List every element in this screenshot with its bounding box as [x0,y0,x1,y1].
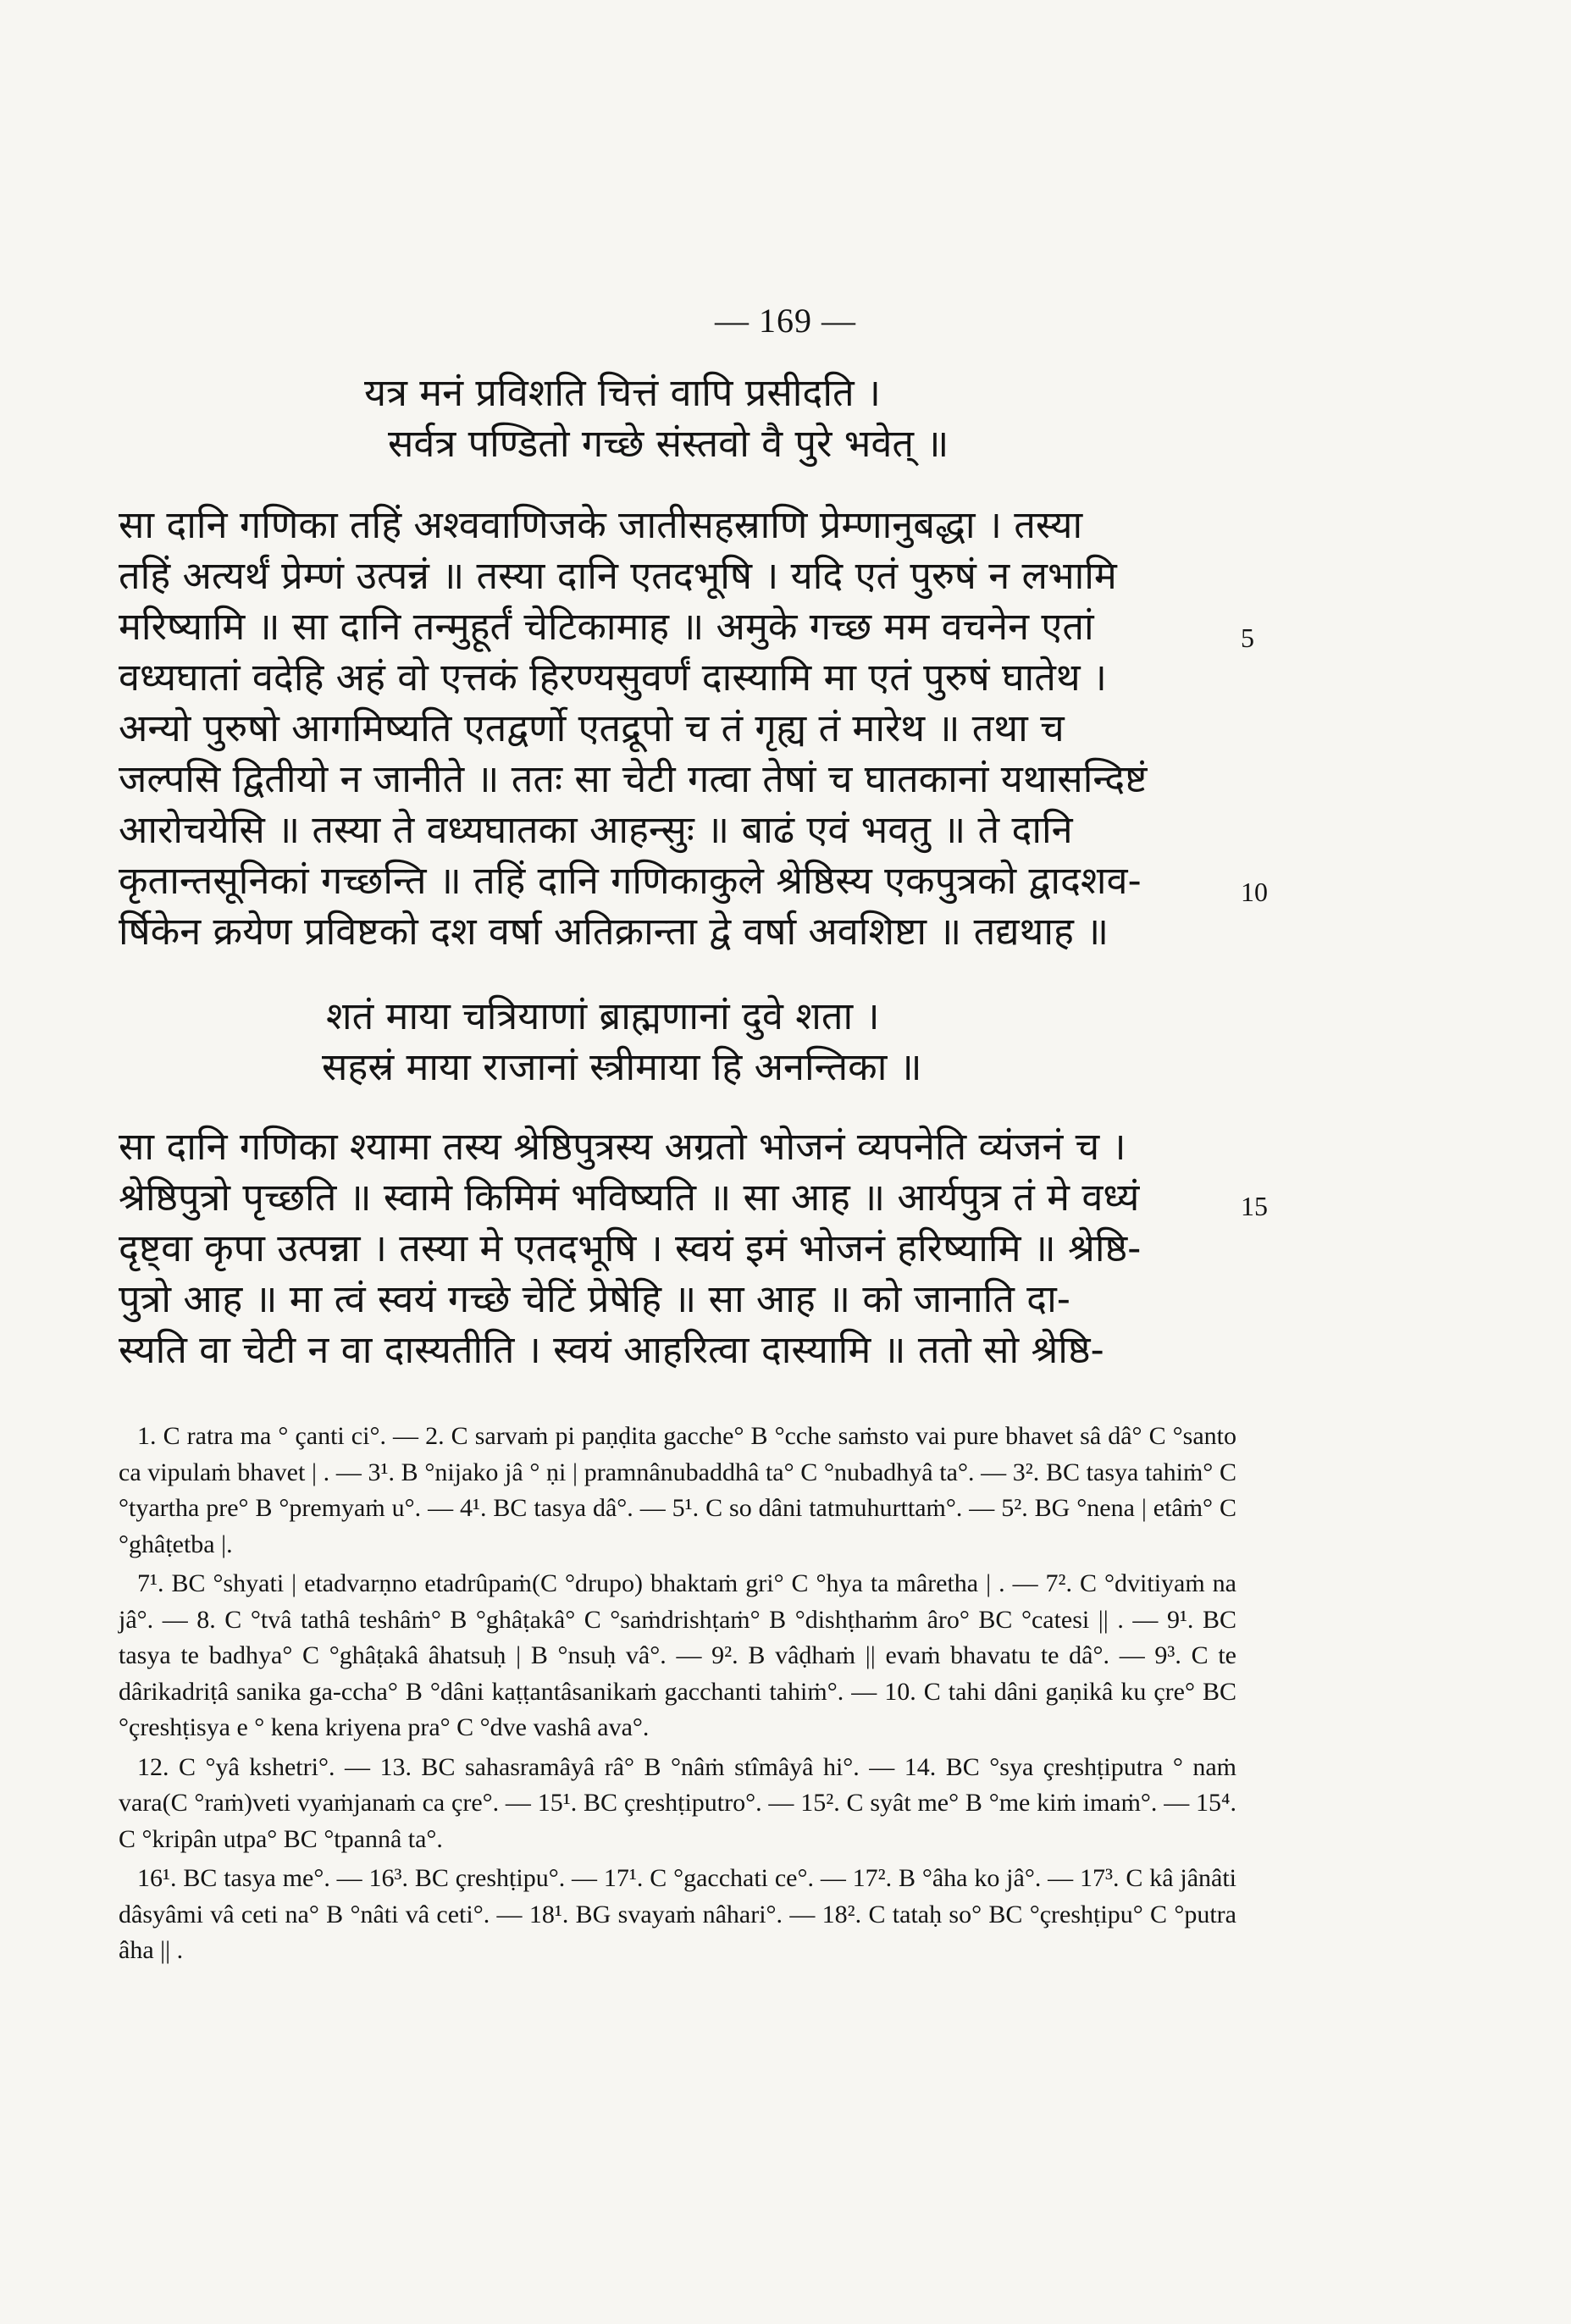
prose-1-line-3 [119,600,1228,651]
footnote-paragraph: 1. C ratra ma ° çanti ci°. — 2. C sarvaṁ pi paṇḍita gacche° B °cche saṁsto vai pure bhavet sâ dâ° C °santo ca vipulaṁ bhavet | . — 3¹. B °nijako jâ ° ṇi | pramnânubaddhâ ta° C °nubadhyâ ta°. — 3². BC tasya tahiṁ° C °tyartha pre° B °premyaṁ u°. — 4¹. BC tasya dâ°. — 5¹. C so dâni tatmuhurttaṁ°. — 5². BG °nena | etâṁ° C °ghâṭetba |. [119,1422,1236,1558]
footnote-paragraph: 7¹. BC °shyati | etadvarṇno etadrûpaṁ(C °drupo) bhaktaṁ gri° C °hya ta mâretha | . — 7². C °dvitiyaṁ na jâ°. — 8. C °tvâ tathâ teshâṁ° B °ghâṭakâ° C °saṁdrishṭaṁ° B °dishṭhaṁm âro° BC °catesi || . — 9¹. BC tasya te badhya° C °ghâṭakâ âhatsuḥ | B °nsuḥ vâ°. — 9². B vâḍhaṁ || evaṁ bhavatu te dâ°. — 9³. C te dârikadriṭâ sanika ga-ccha° B °dâni kaṭṭantâsanikaṁ gacchanti tahiṁ°. — 10. C tahi dâni gaṇikâ ku çre° BC °çreshṭisya e ° kena kriyena pra° C °dve vashâ ava°. [119,1569,1236,1741]
text-segment: दृष्ट्वा कृपा उत्पन्ना । तस्या मे एतदभूषि । स्वयं इमं भोजनं हरिष्यामि ॥ श्रेष्ठि- [119,1226,1142,1270]
prose-1-line-1 [119,498,1228,550]
footnote-paragraph: 12. C °yâ kshetri°. — 13. BC sahasramâyâ râ° B °nâṁ stîmâyâ hi°. — 14. BC °sya çreshṭiputra ° naṁ vara(C °raṁ)veti vyaṁjanaṁ ca çre°. — 15¹. BC çreshṭiputro°. — 15². C syât me° B °me kiṁ imaṁ°. — 15⁴. C °kripân utpa° BC °tpannâ ta°. [119,1752,1236,1853]
verse-1-line-1: यत्र मनं प्रविशति चित्तं वापि प्रसीदति । [364,370,881,415]
text-segment: र्षिकेन क्रयेण प्रविष्टको दश वर्षा अतिक्रान्ता द्वे वर्षा अवशिष्टा ॥ तद्यथाह ॥ [119,909,1109,954]
prose-2-line-2 [119,1170,1228,1222]
prose-1-line-7 [119,803,1228,855]
text-segment: श्रेष्ठिपुत्रो पृच्छति ॥ स्वामे किमिमं भविष्यति ॥ सा आह ॥ आर्यपुत्र तं मे वध्यं [119,1175,1140,1220]
verse-1-line-2: सर्वत्र पण्डितो गच्छे संस्तवो वै पुरे भवेत् ॥ [388,421,949,466]
text-segment: कृतान्तसूनिकां गच्छन्ति ॥ तहिं दानि गणिकाकुले श्रेष्ठिस्य एकपुत्रको द्वादशव- [119,858,1142,903]
line-number-5: 5 [1241,622,1254,653]
prose-1-line-4 [119,650,1228,702]
verse-2-line-1: शतं माया चत्रियाणां ब्राह्मणानां दुवे शता । [326,993,880,1038]
text-segment: सा दानि गणिका तहिं अश्ववाणिजके जातीसहस्राणि प्रेम्णानुबद्धा । तस्या [119,502,1083,547]
page-number: — 169 — [715,302,856,340]
prose-2-line-1 [119,1120,1228,1171]
text-segment: मरिष्यामि ॥ सा दानि तन्मुहूर्तं चेटिकामाह ॥ अमुके गच्छ मम वचनेन एतां [119,604,1094,649]
text-segment: सा दानि गणिका श्यामा तस्य श्रेष्ठिपुत्रस्य अग्रतो भोजनं व्यपनेति व्यंजनं च । [119,1124,1126,1169]
text-segment: वध्यघातां वदेहि अहं वो एत्तकं हिरण्यसुवर्णं दास्यामि मा एतं पुरुषं घातेथ । [119,655,1107,700]
text-segment: तहिं अत्यर्थं प्रेम्णं उत्पन्नं ॥ तस्या दानि एतदभूषि । यदि एतं पुरुषं न लभामि [119,553,1117,598]
text-segment: स्यति वा चेटी न वा दास्यतीति । स्वयं आहरित्वा दास्यामि ॥ ततो सो श्रेष्ठि- [119,1327,1104,1372]
text-segment: पुत्रो आह ॥ मा त्वं स्वयं गच्छे चेटिं प्रेषेहि ॥ सा आह ॥ को जानाति दा- [119,1276,1070,1321]
prose-1-line-6 [119,752,1228,804]
footnotes [119,1419,1236,1973]
prose-2-line-3 [119,1221,1228,1273]
prose-2-line-5 [119,1323,1228,1375]
text-segment: आरोचयेसि ॥ तस्या ते वध्यघातका आहन्सुः ॥ बाढं एवं भवतु ॥ ते दानि [119,807,1073,852]
verse-2-line-2: सहस्रं माया राजानां स्त्रीमाया हि अनन्तिका ॥ [322,1044,922,1089]
prose-1-line-5 [119,701,1228,753]
line-number-15: 15 [1241,1191,1268,1221]
text-segment: जल्पसि द्वितीयो न जानीते ॥ ततः सा चेटी गत्वा तेषां च घातकानां यथासन्दिष्टं [119,756,1148,801]
line-number-10: 10 [1241,877,1268,907]
prose-1-line-8 [119,854,1228,905]
prose-1-line-2 [119,549,1228,600]
prose-2-line-4 [119,1272,1228,1324]
prose-1-line-9 [119,905,1228,956]
footnote-paragraph: 16¹. BC tasya me°. — 16³. BC çreshṭipu°. — 17¹. C °gacchati ce°. — 17². B °âha ko jâ°. — 17³. C kâ jânâti dâsyâmi vâ ceti na° B °nâti vâ ceti°. — 18¹. BG svayaṁ nâhari°. — 18². C tataḥ so° BC °çreshṭipu° C °putra âha || . [119,1864,1236,1964]
text-segment: अन्यो पुरुषो आगमिष्यति एतद्वर्णो एतद्रूपो च तं गृह्य तं मारेथ ॥ तथा च [119,706,1065,750]
